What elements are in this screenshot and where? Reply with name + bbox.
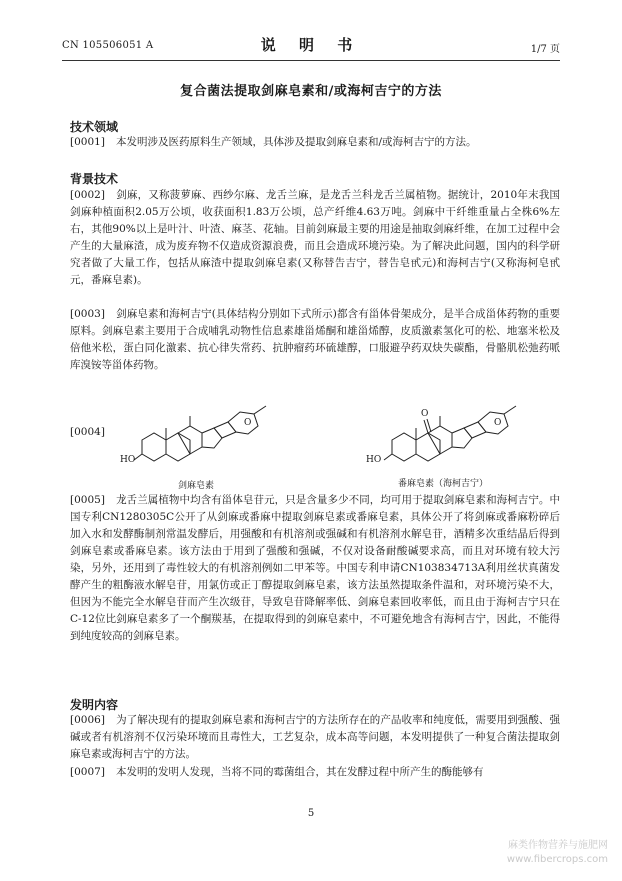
figure-label-sisalagenin: 剑麻皂素 (178, 481, 215, 491)
paragraph-0006 (70, 712, 560, 763)
paragraph-text: 剑麻皂素和海柯吉宁(具体结构分别如下式所示)都含有甾体骨架成分，是半合成甾体药物的重要原料。剑麻皂素主要用于合成哺乳动物性信息素雄甾烯酮和雄甾烯醇，皮质激素氢化可的松、地塞米松及倍他米松，蛋白同化激素、抗心律失常药、抗肿瘤药环硫雄醇，口服避孕药双炔失碳酯，骨骼肌松弛药哌库溴铵等甾体药物。 (70, 308, 560, 371)
paragraph-0007 (70, 764, 560, 781)
paragraph-text: 为了解决现有的提取剑麻皂素和海柯吉宁的方法所存在的产品收率和纯度低，需要用到强酸、强碱或者有机溶剂不仅污染环境而且毒性大，工艺复杂，成本高等问题，本发明提供了一种复合菌法提取剑麻皂素或海柯吉宁的方法。 (70, 714, 560, 760)
paragraph-0005 (70, 492, 560, 645)
ring-oxygen-label: O (244, 418, 252, 428)
paragraph-number: [0006] (70, 714, 105, 726)
paragraph-number: [0002] (70, 189, 105, 201)
paragraph-text: 本发明涉及医药原料生产领域，具体涉及提取剑麻皂素和/或海柯吉宁的方法。 (116, 136, 477, 148)
figure-label-hecogenin: 番麻皂素（海柯吉宁） (398, 479, 489, 489)
paragraph-number: [0004] (70, 426, 105, 438)
sisalagenin-structure (110, 378, 320, 483)
section-technical-field: 技术领域 (70, 120, 119, 134)
paragraph-0002 (70, 187, 560, 289)
header-title: 说 明 书 (260, 36, 362, 54)
ketone-oxygen-label: O (421, 409, 429, 419)
paragraph-number: [0005] (70, 494, 105, 506)
paragraph-number: [0001] (70, 136, 105, 148)
header-divider (62, 60, 560, 61)
paragraph-number: [0007] (70, 766, 105, 778)
paragraph-0003 (70, 306, 560, 374)
document-title: 复合菌法提取剑麻皂素和/或海柯吉宁的方法 (180, 84, 442, 99)
page-header (62, 30, 560, 60)
paragraph-text: 龙舌兰属植物中均含有甾体皂苷元，只是含量多少不同，均可用于提取剑麻皂素和海柯吉宁。中国专利CN1280305C公开了从剑麻或番麻中提取剑麻皂素或番麻皂素，具体公开了将剑麻或番麻粉碎后加入水和发酵酶制剂常温发酵后，用强酸和有机溶剂或强碱和有机溶剂水解皂苷，酒精多次重结晶后得到剑麻皂素或番麻皂素。该方法由于用到了强酸和强碱，不仅对设备耐酸碱要求高，而且对环境有较大污染，另外，还用到了毒性较大的有机溶剂例如二甲苯等。中国专利申请CN103834713A利用丝状真菌发酵产生的粗酶液水解皂苷，用氯仿或正丁醇提取剑麻皂素，该方法虽然提取条件温和，对环境污染不大，但因为不能完全水解皂苷而产生次级苷，导致皂苷降解率低、剑麻皂素回收率低，而且由于海柯吉宁只在C-12位比剑麻皂素多了一个酮羰基，在提取得到的剑麻皂素中，不可避免地含有海柯吉宁，因此，不能得到纯度较高的剑麻皂素。 (70, 494, 560, 642)
section-background: 背景技术 (70, 172, 119, 186)
page-number: 5 (307, 808, 315, 819)
page-indicator: 1/7 页 (530, 44, 560, 55)
publication-number: CN 105506051 A (62, 40, 154, 51)
section-invention-content: 发明内容 (70, 698, 119, 712)
watermark (507, 839, 608, 867)
hecogenin-structure (360, 378, 570, 483)
ho-group-label: HO (366, 455, 382, 465)
ho-group-label: HO (120, 455, 136, 465)
watermark-line-1: 麻类作物营养与施肥网 (508, 840, 608, 851)
paragraph-0001 (70, 134, 560, 151)
ring-oxygen-label: O (494, 418, 502, 428)
paragraph-number: [0003] (70, 308, 105, 320)
paragraph-text: 本发明的发明人发现，当将不同的霉菌组合，其在发酵过程中所产生的酶能够有 (116, 766, 484, 778)
paragraph-text: 剑麻，又称菠萝麻、西纱尔麻、龙舌兰麻，是龙舌兰科龙舌兰属植物。据统计，2010年末我国剑麻种植面积2.05万公顷，收获面积1.83万公顷，总产纤维4.63万吨。剑麻中干纤维重量占全株6%左右，其他90%以上是叶汁、叶渣、麻茎、花轴。目前剑麻最主要的用途是抽取剑麻纤维，在加工过程中会产生的大量麻渣，成为废弃物不仅造成资源浪费，而且会造成环境污染。为了解决此问题，国内的科学研究者做了大量工作，包括从麻渣中提取剑麻皂素(又称替告吉宁，替告皂甙元)和海柯吉宁(又称海柯皂甙元，番麻皂素)。 (70, 189, 560, 286)
watermark-line-2: www.fibercrops.com (506, 854, 608, 865)
